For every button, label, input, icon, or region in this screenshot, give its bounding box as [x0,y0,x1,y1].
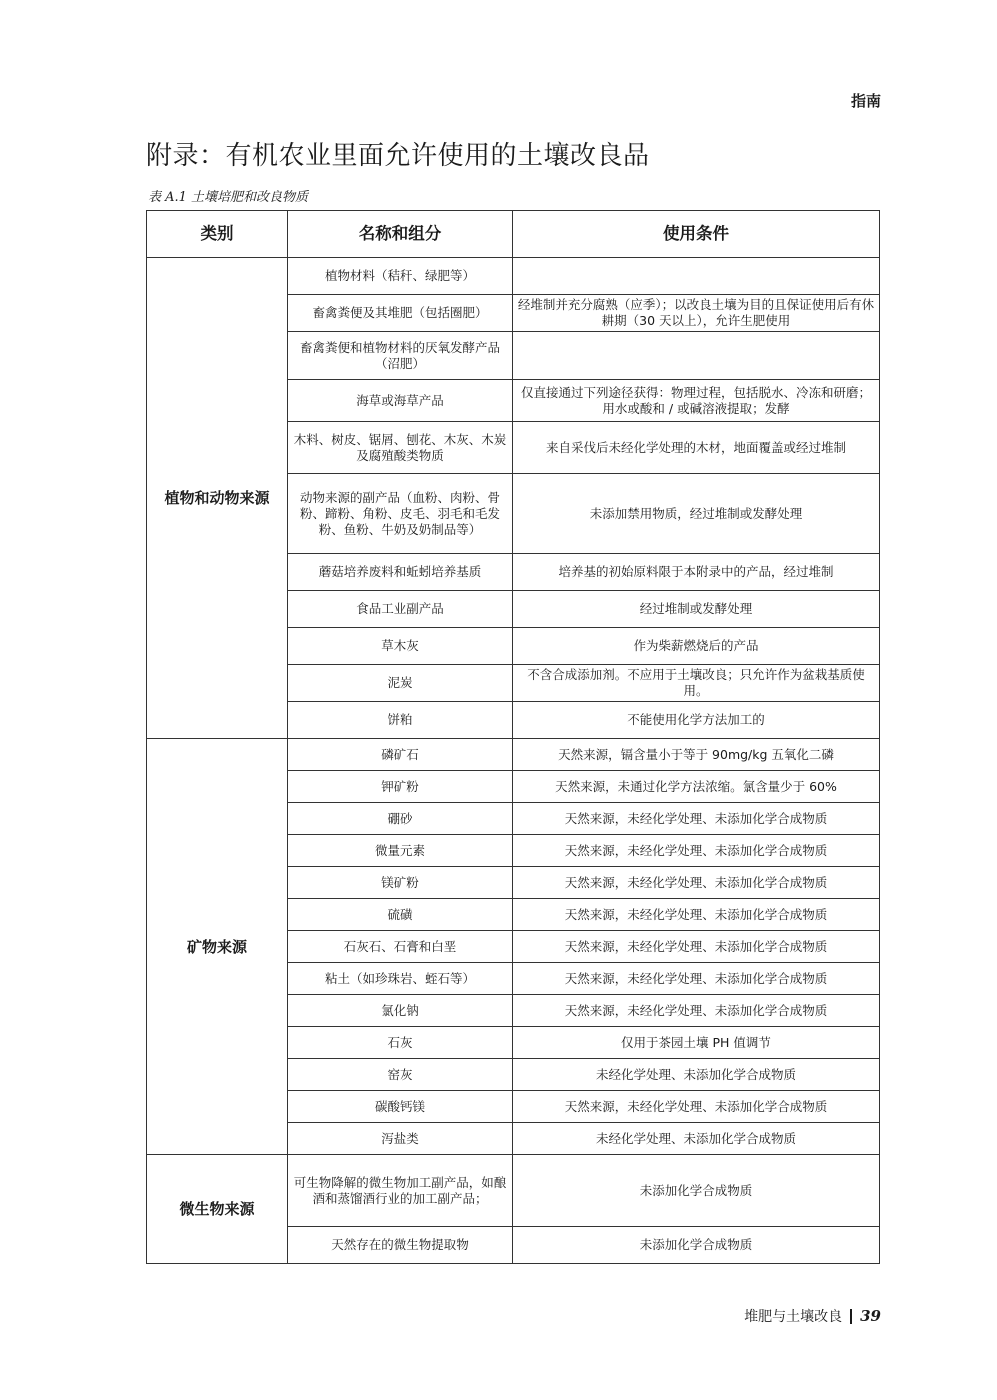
condition-cell: 不能使用化学方法加工的 [513,702,880,739]
page-footer [744,1306,881,1326]
condition-cell: 经过堆制或发酵处理 [513,591,880,628]
condition-cell [513,258,880,295]
name-cell: 碳酸钙镁 [288,1091,513,1123]
condition-cell: 天然来源，未通过化学方法浓缩。氯含量少于 60% [513,771,880,803]
table-row [147,258,880,295]
table-header-row [147,211,880,258]
condition-cell: 培养基的初始原料限于本附录中的产品，经过堆制 [513,554,880,591]
name-cell: 畜禽粪便及其堆肥（包括圈肥） [288,295,513,332]
name-cell: 畜禽粪便和植物材料的厌氧发酵产品（沼肥） [288,332,513,380]
name-cell: 木料、树皮、锯屑、刨花、木灰、木炭及腐殖酸类物质 [288,422,513,474]
name-cell: 镁矿粉 [288,867,513,899]
name-cell: 动物来源的副产品（血粉、肉粉、骨粉、蹄粉、角粉、皮毛、羽毛和毛发粉、鱼粉、牛奶及奶制品等） [288,474,513,554]
category-cell: 矿物来源 [147,739,288,1155]
condition-cell: 未经化学处理、未添加化学合成物质 [513,1123,880,1155]
condition-cell: 天然来源，未经化学处理、未添加化学合成物质 [513,803,880,835]
header-condition: 使用条件 [513,211,880,258]
condition-cell: 未添加化学合成物质 [513,1155,880,1227]
condition-cell: 未经化学处理、未添加化学合成物质 [513,1059,880,1091]
name-cell: 微量元素 [288,835,513,867]
header-category: 类别 [147,211,288,258]
name-cell: 草木灰 [288,628,513,665]
name-cell: 植物材料（秸秆、绿肥等） [288,258,513,295]
condition-cell: 未添加化学合成物质 [513,1227,880,1264]
name-cell: 饼粕 [288,702,513,739]
condition-cell: 天然来源，未经化学处理、未添加化学合成物质 [513,995,880,1027]
condition-cell: 天然来源，未经化学处理、未添加化学合成物质 [513,963,880,995]
table-body [147,258,880,1264]
condition-cell: 天然来源，未经化学处理、未添加化学合成物质 [513,899,880,931]
book-title: 堆肥与土壤改良 [744,1309,843,1325]
condition-cell: 天然来源，未经化学处理、未添加化学合成物质 [513,835,880,867]
page-number: 39 [860,1307,881,1325]
name-cell: 磷矿石 [288,739,513,771]
condition-cell [513,332,880,380]
header-name: 名称和组分 [288,211,513,258]
name-cell: 硼砂 [288,803,513,835]
condition-cell: 经堆制并充分腐熟（应季）；以改良土壤为目的且保证使用后有休耕期（30 天以上），允许生肥使用 [513,295,880,332]
name-cell: 石灰石、石膏和白垩 [288,931,513,963]
name-cell: 泻盐类 [288,1123,513,1155]
footer-divider [850,1309,852,1324]
name-cell: 氯化钠 [288,995,513,1027]
condition-cell: 不含合成添加剂。不应用于土壤改良；只允许作为盆栽基质使用。 [513,665,880,702]
name-cell: 钾矿粉 [288,771,513,803]
category-cell: 植物和动物来源 [147,258,288,739]
category-cell: 微生物来源 [147,1155,288,1264]
condition-cell: 仅直接通过下列途径获得：物理过程，包括脱水、冷冻和研磨；用水或酸和 / 或碱溶液提取；发酵 [513,380,880,422]
condition-cell: 天然来源，未经化学处理、未添加化学合成物质 [513,931,880,963]
condition-cell: 天然来源，未经化学处理、未添加化学合成物质 [513,1091,880,1123]
section-label: 指南 [850,92,881,110]
soil-amendment-table [146,210,880,1264]
name-cell: 硫磺 [288,899,513,931]
condition-cell: 作为柴薪燃烧后的产品 [513,628,880,665]
name-cell: 天然存在的微生物提取物 [288,1227,513,1264]
table-caption: 表 A.1 土壤培肥和改良物质 [148,190,309,205]
name-cell: 海草或海草产品 [288,380,513,422]
table-row [147,1155,880,1227]
condition-cell: 天然来源，镉含量小于等于 90mg/kg 五氧化二磷 [513,739,880,771]
name-cell: 蘑菇培养废料和蚯蚓培养基质 [288,554,513,591]
name-cell: 粘土（如珍珠岩、蛭石等） [288,963,513,995]
name-cell: 泥炭 [288,665,513,702]
page-title: 附录：有机农业里面允许使用的土壤改良品 [146,141,650,171]
condition-cell: 仅用于茶园土壤 PH 值调节 [513,1027,880,1059]
name-cell: 石灰 [288,1027,513,1059]
condition-cell: 未添加禁用物质，经过堆制或发酵处理 [513,474,880,554]
name-cell: 可生物降解的微生物加工副产品，如酿酒和蒸馏酒行业的加工副产品； [288,1155,513,1227]
name-cell: 食品工业副产品 [288,591,513,628]
table-row [147,739,880,771]
name-cell: 窑灰 [288,1059,513,1091]
condition-cell: 来自采伐后未经化学处理的木材，地面覆盖或经过堆制 [513,422,880,474]
condition-cell: 天然来源，未经化学处理、未添加化学合成物质 [513,867,880,899]
